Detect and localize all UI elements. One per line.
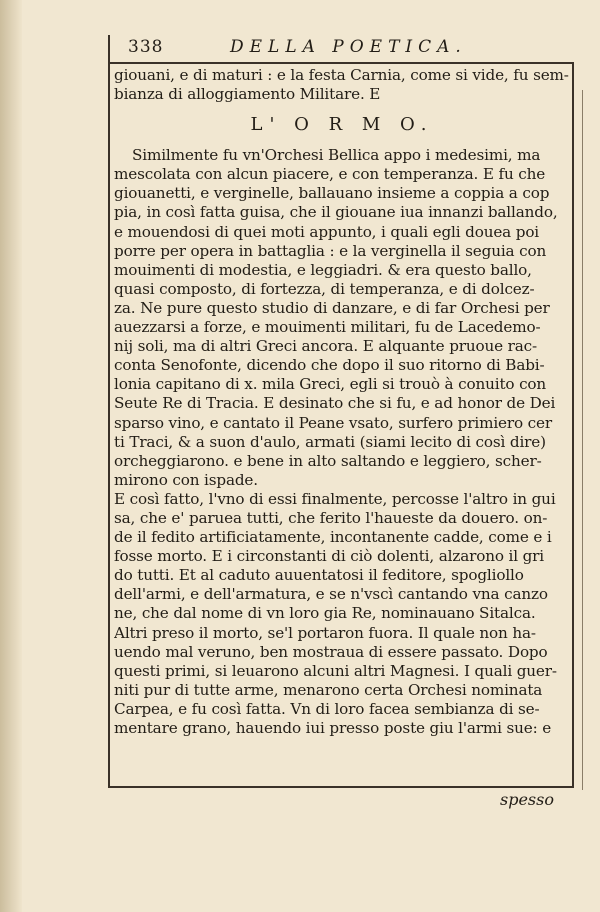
text-line: Similmente fu vn'Orchesi Bellica appo i medesimi, ma [132,146,541,165]
text-line: za. Ne pure questo studio di danzare, e di far Orchesi per [114,298,550,317]
left-margin-rule [108,35,110,787]
text-line: mescolata con alcun piacere, e con temperanza. E fu che [114,165,546,184]
running-head [120,37,570,61]
text-line: E così fatto, l'vno di essi finalmente, percosse l'altro in gui [114,489,556,508]
text-line: pia, in così fatta guisa, che il giouane iua innanzi ballando, [114,203,558,222]
running-title: DELLA POETICA. [230,37,467,57]
text-line: mouimenti di modestia, e leggiadri. & era questo ballo, [114,260,532,279]
text-line: mirono con ispade. [114,470,258,489]
text-line: do tutti. Et al caduto auuentatosi il feditore, spogliollo [114,566,524,585]
text-line: conta Senofonte, dicendo che dopo il suo ritorno di Babi- [114,356,545,375]
page-gutter [0,0,22,912]
text-line: Seute Re di Tracia. E desinato che si fu, e ad honor de Dei [114,394,556,413]
right-outer-rule [582,90,583,790]
text-line: porre per opera in battaglia : e la verginella il seguia con [114,241,547,260]
text-line: lonia capitano di x. mila Greci, egli si trouò à conuito con [114,375,547,394]
page-number: 338 [128,37,164,57]
text-line: uendo mal veruno, ben mostraua di essere passato. Dopo [114,642,548,661]
text-line: ne, che dal nome di vn loro gia Re, nominauano Sitalca. [114,604,536,623]
text-line: mentare grano, hauendo iui presso poste giu l'armi sue: e [114,719,552,737]
section-heading: L' O R M O. [250,114,434,136]
catchword: spesso [500,790,554,809]
text-line: niti pur di tutte arme, menarono certa Orchesi nominata [114,680,543,699]
text-line: e mouendosi di quei moti appunto, i quali egli douea poi [114,222,540,241]
text-line: giouanetti, e verginelle, ballauano insieme a coppia a cop [114,184,550,203]
text-line: Altri preso il morto, se'l portaron fuora. Il quale non ha- [114,623,536,642]
text-line: sa, che e' paruea tutti, che ferito l'haueste da douero. on- [114,508,548,527]
text-line: fosse morto. E i circonstanti di ciò dolenti, alzarono il gri [114,547,544,566]
text-line: dell'armi, e dell'armatura, e se n'vscì cantando vna canzo [114,585,548,604]
text-line: nij soli, ma di altri Greci ancora. E alquante pruoue rac- [114,337,538,356]
text-line: ti Traci, & a suon d'aulo, armati (siami lecito di così dire) [114,432,546,451]
text-line: questi primi, si leuarono alcuni altri Magnesi. I quali guer- [114,661,557,680]
text-block [114,66,570,738]
text-line: auezzarsi a forze, e mouimenti militari, fu de Lacedemo- [114,318,541,337]
text-line: orcheggiarono. e bene in alto saltando e leggiero, scher- [114,451,542,470]
text-line: bianza di alloggiamento Militare. E [114,85,381,104]
text-line: sparso vino, e cantato il Peane vsato, surfero primiero cer [114,413,552,432]
header-rule [108,62,573,64]
text-line: quasi composto, di fortezza, di temperanza, e di dolcez- [114,279,535,298]
right-margin-rule [572,62,574,788]
text-line: Carpea, e fu così fatta. Vn di loro facea sembianza di se- [114,699,540,718]
footer-rule [108,786,573,788]
text-line: giouani, e di maturi : e la festa Carnia, come si vide, fu sem- [114,66,569,84]
text-line: de il fedito artificiatamente, incontanente cadde, come e i [114,528,552,547]
